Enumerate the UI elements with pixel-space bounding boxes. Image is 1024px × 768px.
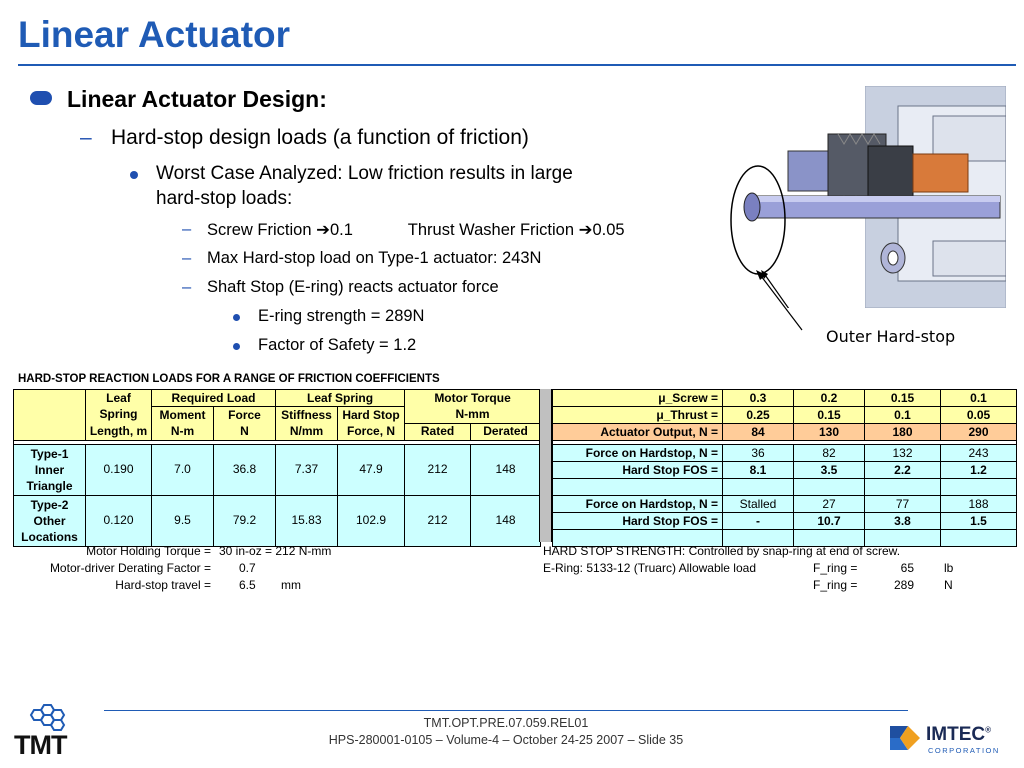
- col-header-stiffness: Stiffness: [276, 407, 338, 424]
- note-label: Motor Holding Torque =: [86, 544, 211, 558]
- cell-moment: 9.5: [152, 495, 214, 546]
- type2-force-row: [553, 496, 1017, 513]
- table-row-type1: [14, 444, 541, 495]
- col-header-leaf-3: Length, m: [86, 423, 152, 440]
- fos-value: 1.2: [941, 462, 1017, 479]
- mu-screw-label: μ_Screw =: [553, 390, 723, 407]
- cell-derated: 148: [471, 495, 541, 546]
- blank-cell: [553, 479, 723, 496]
- screw-friction-value: 0.1: [329, 221, 353, 239]
- mu-thrust-label: μ_Thrust =: [553, 407, 723, 424]
- cell-stiffness: 15.83: [276, 495, 338, 546]
- bullet-text: E-ring strength = 289N: [258, 307, 425, 325]
- mu-thrust-value: 0.25: [723, 407, 794, 424]
- dash-icon: –: [182, 278, 192, 296]
- col-header-moment: Moment: [152, 407, 214, 424]
- type1-force-row: [553, 445, 1017, 462]
- cell-hardstop: 102.9: [338, 495, 405, 546]
- table-row-type2: [14, 495, 541, 546]
- fos-value: 3.5: [794, 462, 865, 479]
- mu-screw-value: 0.2: [794, 390, 865, 407]
- dash-icon: –: [182, 220, 192, 238]
- fring-unit: N: [944, 578, 953, 592]
- bullet-text: Max Hard-stop load on Type-1 actuator: 243N: [207, 249, 542, 267]
- outer-hardstop-label: Outer Hard-stop: [826, 327, 956, 346]
- col-header-leaf: Leaf: [86, 390, 152, 407]
- col-header-hardstop: Hard Stop: [338, 407, 405, 424]
- blank-cell: [865, 479, 941, 496]
- cell-rated: 212: [405, 495, 471, 546]
- row-label-line: Triangle: [26, 478, 73, 493]
- arrow-right-icon: ➔: [316, 221, 330, 239]
- right-friction-table: [552, 389, 1017, 547]
- col-header-motor-torque: Motor Torque: [405, 390, 541, 407]
- callout-arrow-icon: [756, 270, 816, 334]
- col-header-derated: Derated: [471, 423, 541, 440]
- bullet-text: Factor of Safety = 1.2: [258, 336, 417, 354]
- actuator-output-value: 84: [723, 424, 794, 441]
- row-label-line: Type-2: [30, 497, 69, 512]
- fring-unit: lb: [944, 561, 954, 575]
- force-on-hardstop-label: Force on Hardstop, N =: [553, 445, 723, 462]
- actuator-output-value: 180: [865, 424, 941, 441]
- bullet-line: Worst Case Analyzed: Low friction results in large: [156, 163, 573, 184]
- slide-title: Linear Actuator: [18, 14, 291, 55]
- imtec-name: IMTEC: [926, 724, 986, 745]
- col-header-rated: Rated: [405, 423, 471, 440]
- tmt-hexagon-icon: [14, 703, 78, 733]
- fos-value: 2.2: [865, 462, 941, 479]
- type2-fos-row: [553, 513, 1017, 530]
- mu-thrust-value: 0.05: [941, 407, 1017, 424]
- row-label-type2: [14, 495, 86, 546]
- note-unit: mm: [281, 578, 301, 592]
- bullet-dot-icon: [233, 343, 240, 350]
- force-on-hardstop-value: 188: [941, 496, 1017, 513]
- force-on-hardstop-value: 77: [865, 496, 941, 513]
- row-label-type1: [14, 444, 86, 495]
- blank-cell: [941, 479, 1017, 496]
- force-on-hardstop-value: Stalled: [723, 496, 794, 513]
- row-label-line: Other: [33, 513, 66, 528]
- note-value: 30 in-oz = 212 N-mm: [219, 544, 332, 558]
- imtec-logo-icon: [888, 720, 1016, 760]
- title-underline: [18, 64, 1016, 66]
- type1-blank-row: [553, 479, 1017, 496]
- imtec-corporation-text: CORPORATION: [928, 746, 1000, 755]
- footer-rule: [104, 710, 908, 711]
- note-label: Motor-driver Derating Factor =: [49, 561, 211, 575]
- col-header-required-load: Required Load: [152, 390, 276, 407]
- bullet-dot-icon: [30, 91, 52, 105]
- friction-line: [207, 220, 625, 240]
- cell-derated: 148: [471, 444, 541, 495]
- fos-value: 10.7: [794, 513, 865, 530]
- fring-label: F_ring =: [813, 561, 858, 575]
- force-on-hardstop-label: Force on Hardstop, N =: [553, 496, 723, 513]
- col-header-nmm: N-mm: [405, 407, 541, 424]
- mu-thrust-value: 0.15: [794, 407, 865, 424]
- cell-moment: 7.0: [152, 444, 214, 495]
- row-label-line: Type-1: [30, 446, 69, 461]
- row-label-line: Locations: [21, 529, 78, 544]
- col-header-force-unit: N: [214, 423, 276, 440]
- mu-screw-value: 0.3: [723, 390, 794, 407]
- force-on-hardstop-value: 36: [723, 445, 794, 462]
- footer-doc-id: TMT.OPT.PRE.07.059.REL01: [423, 716, 589, 730]
- fos-value: 3.8: [865, 513, 941, 530]
- force-on-hardstop-value: 132: [865, 445, 941, 462]
- type1-fos-row: [553, 462, 1017, 479]
- col-header-force: Force: [214, 407, 276, 424]
- fos-label: Hard Stop FOS =: [553, 513, 723, 530]
- actuator-output-value: 130: [794, 424, 865, 441]
- cell-length: 0.190: [86, 444, 152, 495]
- thrust-friction-label: Thrust Washer Friction: [407, 221, 575, 239]
- thrust-friction-value: 0.05: [592, 221, 625, 239]
- cell-force: 79.2: [214, 495, 276, 546]
- footer-slide-info: HPS-280001-0105 – Volume-4 – October 24-25 2007 – Slide 35: [328, 733, 684, 747]
- ering-note: E-Ring: 5133-12 (Truarc) Allowable load: [543, 561, 756, 575]
- cell-length: 0.120: [86, 495, 152, 546]
- imtec-registered: ®: [985, 725, 992, 735]
- table-title: HARD-STOP REACTION LOADS FOR A RANGE OF FRICTION COEFFICIENTS: [18, 373, 440, 385]
- force-on-hardstop-value: 243: [941, 445, 1017, 462]
- left-loads-table: [13, 389, 541, 547]
- mu-screw-value: 0.1: [941, 390, 1017, 407]
- mu-screw-value: 0.15: [865, 390, 941, 407]
- bullet-dot-icon: [233, 314, 240, 321]
- dash-icon: –: [182, 249, 192, 267]
- note-value: 0.7: [239, 561, 256, 575]
- dash-icon: –: [80, 126, 92, 149]
- blank-cell: [723, 479, 794, 496]
- blank-cell: [941, 530, 1017, 547]
- header-blank-cell: [14, 390, 86, 441]
- bullet-line: hard-stop loads:: [156, 188, 293, 209]
- cell-force: 36.8: [214, 444, 276, 495]
- actuator-output-value: 290: [941, 424, 1017, 441]
- bullet-text: [156, 161, 573, 211]
- mu-thrust-value: 0.1: [865, 407, 941, 424]
- fos-label: Hard Stop FOS =: [553, 462, 723, 479]
- bullet-text: Hard-stop design loads (a function of friction): [111, 126, 529, 149]
- note-value: 6.5: [239, 578, 256, 592]
- col-header-hardstop-unit: Force, N: [338, 423, 405, 440]
- col-header-moment-unit: N-m: [152, 423, 214, 440]
- table-column-divider: [539, 389, 552, 542]
- note-label: Hard-stop travel =: [115, 578, 211, 592]
- fos-value: -: [723, 513, 794, 530]
- col-header-stiffness-unit: N/mm: [276, 423, 338, 440]
- imtec-mark-icon: [888, 720, 922, 754]
- tmt-logo-icon: [14, 703, 78, 761]
- cell-rated: 212: [405, 444, 471, 495]
- blank-cell: [794, 479, 865, 496]
- hardstop-strength-note: HARD STOP STRENGTH: Controlled by snap-ring at end of screw.: [543, 544, 901, 558]
- fos-value: 1.5: [941, 513, 1017, 530]
- actuator-output-label: Actuator Output, N =: [553, 424, 723, 441]
- fring-value: 289: [893, 578, 914, 592]
- bullet-dot-icon: [130, 171, 138, 179]
- row-label-line: Inner: [34, 462, 65, 477]
- cell-stiffness: 7.37: [276, 444, 338, 495]
- force-on-hardstop-value: 27: [794, 496, 865, 513]
- imtec-logo-text: [926, 724, 991, 746]
- tmt-logo-text: TMT: [14, 730, 67, 760]
- fring-value: 65: [900, 561, 914, 575]
- col-header-leaf-2: Spring: [86, 407, 152, 424]
- fring-label: F_ring =: [813, 578, 858, 592]
- bullet-text: Linear Actuator Design:: [67, 86, 327, 112]
- col-header-leaf-spring: Leaf Spring: [276, 390, 405, 407]
- fos-value: 8.1: [723, 462, 794, 479]
- arrow-right-icon: ➔: [578, 221, 593, 239]
- screw-friction-label: Screw Friction: [207, 221, 312, 239]
- bullet-text: Shaft Stop (E-ring) reacts actuator force: [207, 278, 499, 296]
- force-on-hardstop-value: 82: [794, 445, 865, 462]
- cell-hardstop: 47.9: [338, 444, 405, 495]
